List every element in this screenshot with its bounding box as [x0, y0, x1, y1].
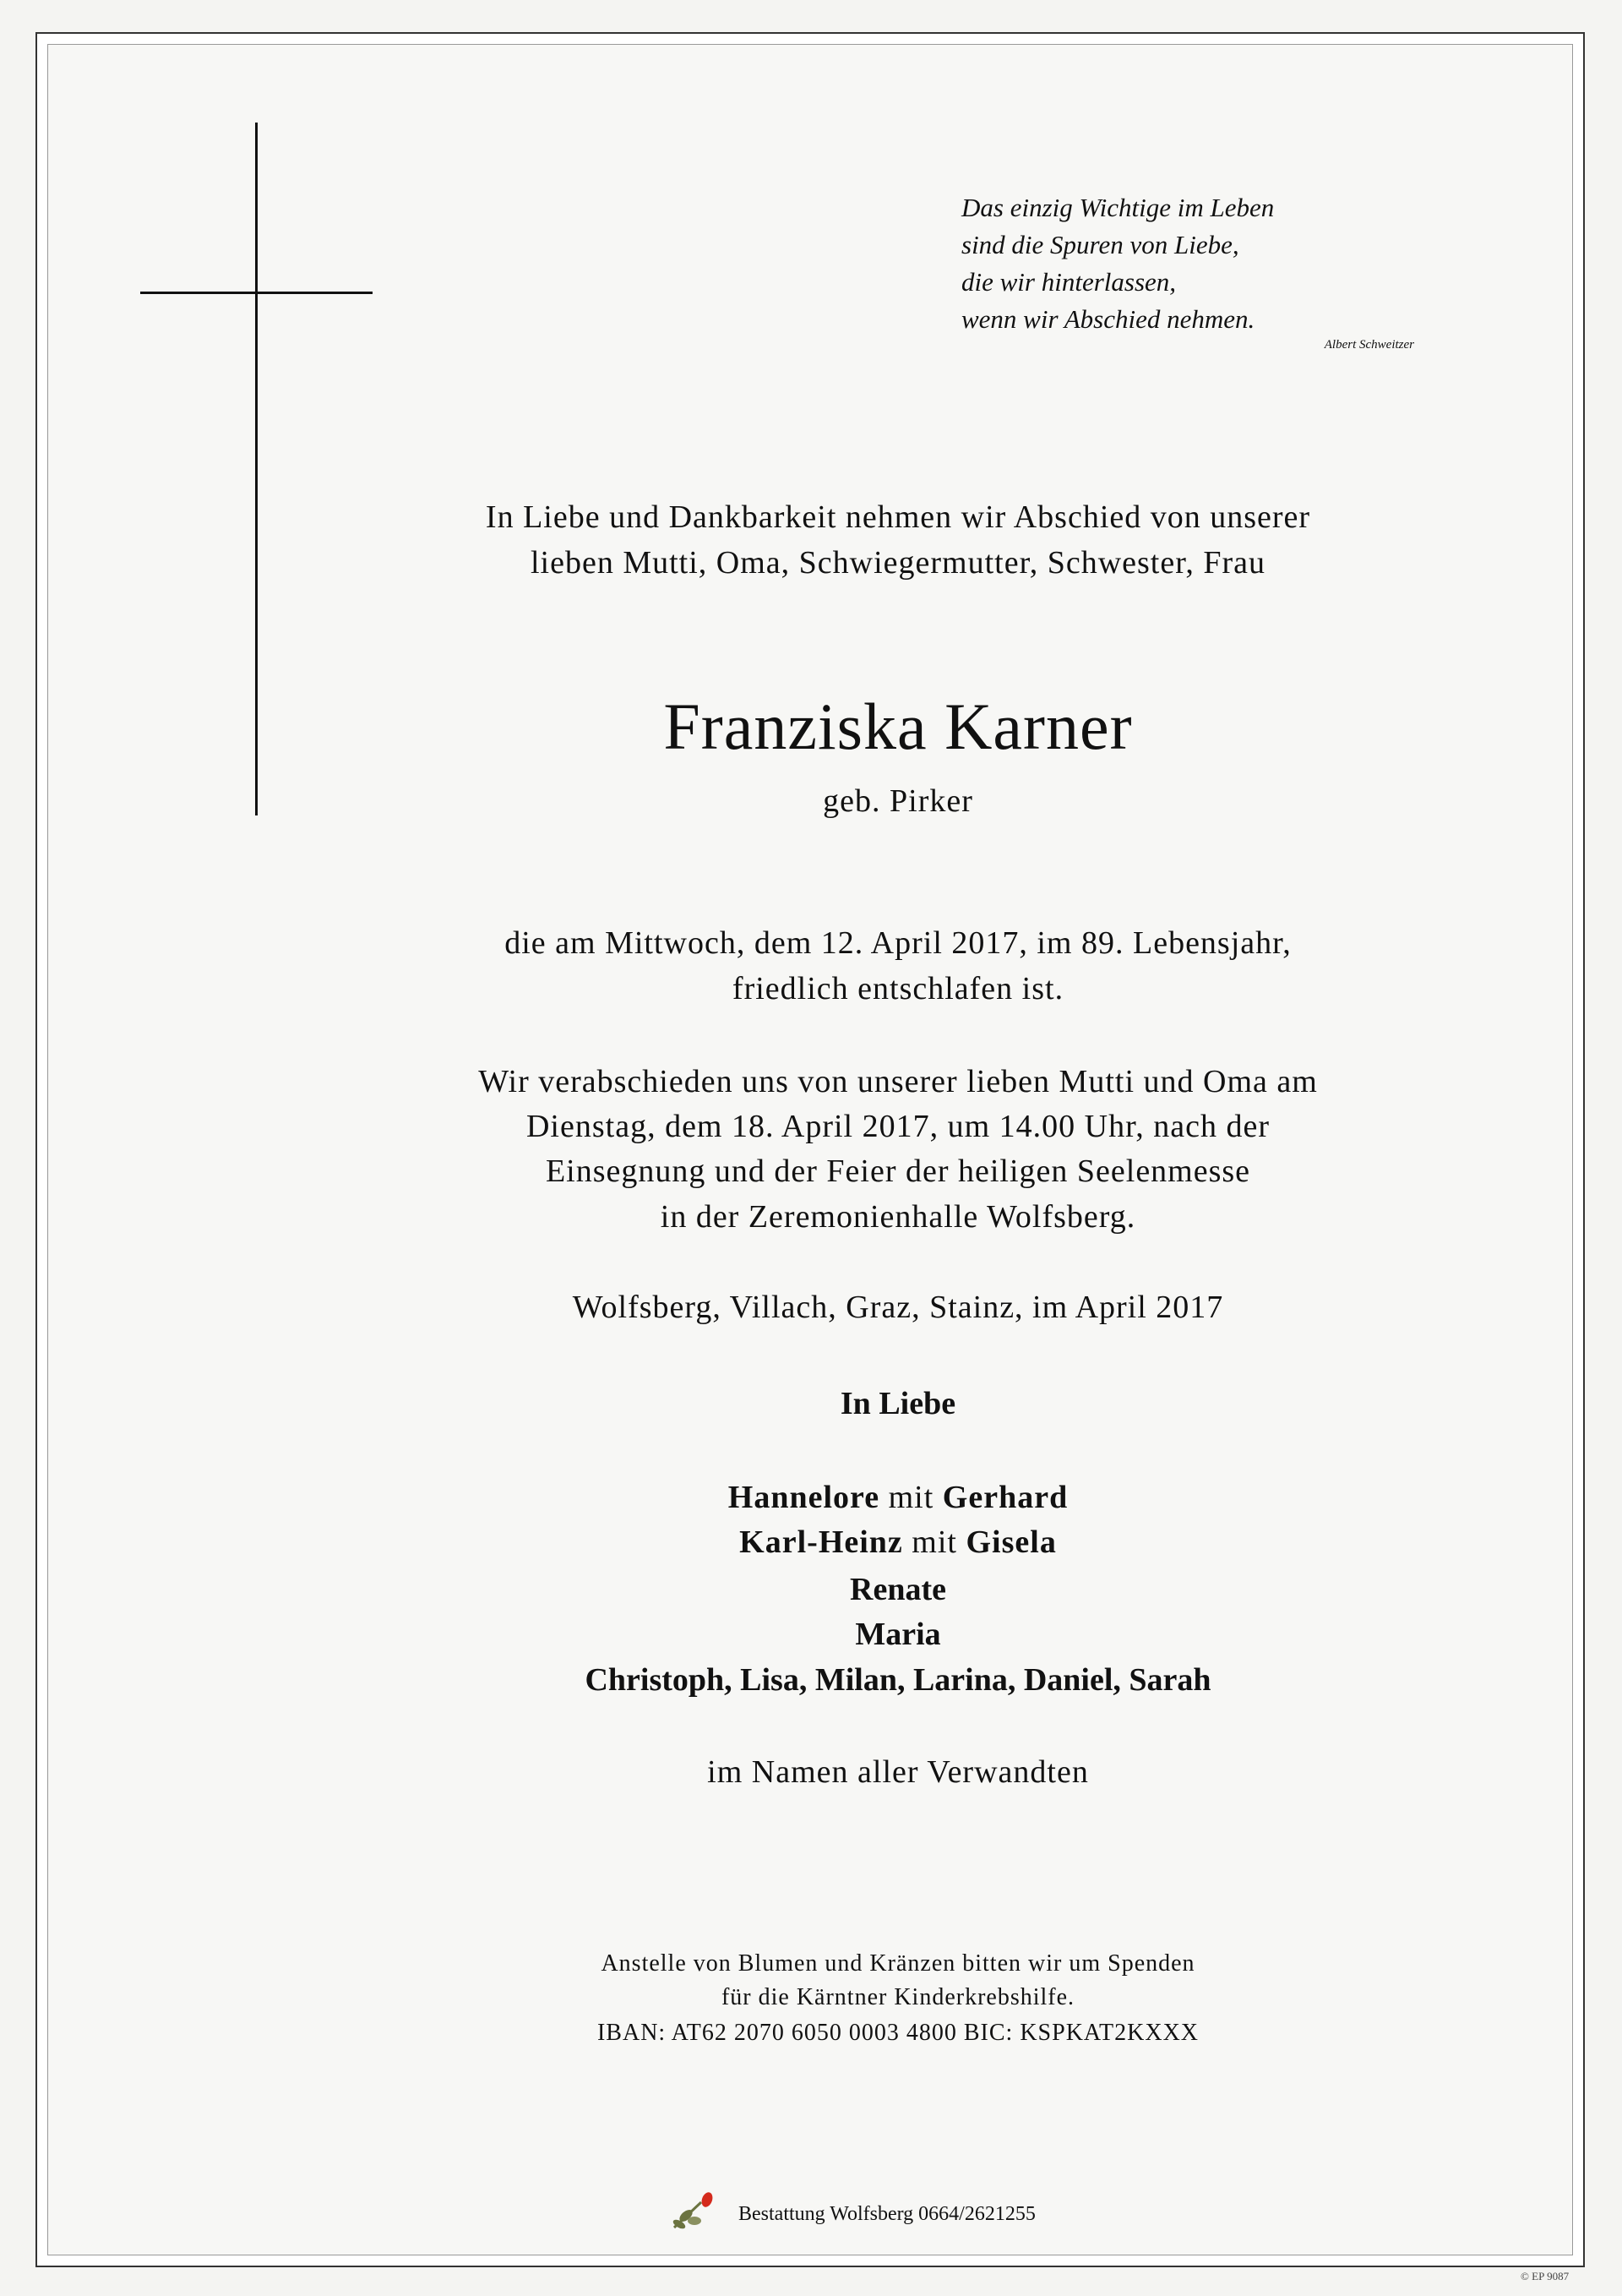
funeral-line: in der Zeremonienhalle Wolfsberg.	[660, 1199, 1136, 1235]
maiden-name: geb. Pirker	[823, 783, 973, 819]
quote-line: die wir hinterlassen,	[961, 267, 1177, 297]
mourner-connector: mit	[902, 1524, 966, 1560]
mourner-name: Hannelore	[727, 1480, 880, 1515]
mourner-line	[728, 1475, 1068, 1520]
mourner-name: Gerhard	[942, 1480, 1069, 1515]
funeral-line: Einsegnung und der Feier der heiligen Seelenmesse	[545, 1153, 1251, 1189]
relatives-line: im Namen aller Verwandten	[707, 1754, 1089, 1790]
intro-line: lieben Mutti, Oma, Schwiegermutter, Schwester, Frau	[530, 545, 1266, 581]
mourner-line	[739, 1519, 1057, 1565]
quote-line: Das einzig Wichtige im Leben	[961, 193, 1275, 222]
quote-line: wenn wir Abschied nehmen.	[961, 304, 1255, 334]
mourner-name: Gisela	[966, 1524, 1057, 1560]
place-date: Wolfsberg, Villach, Graz, Stainz, im April 2017	[572, 1290, 1224, 1325]
copyright: © EP 9087	[1521, 2270, 1570, 2282]
mourner-name: Renate	[850, 1572, 946, 1607]
deceased-name: Franziska Karner	[663, 690, 1133, 763]
death-line: die am Mittwoch, dem 12. April 2017, im 89. Lebensjahr,	[504, 925, 1292, 961]
cross-icon	[255, 123, 258, 815]
funeral-home: Bestattung Wolfsberg 0664/2621255	[738, 2203, 1036, 2225]
quote-author: Albert Schweitzer	[1324, 338, 1414, 352]
cross-icon-bar	[140, 292, 373, 294]
donation-iban: IBAN: AT62 2070 6050 0003 4800 BIC: KSPKAT2KXXX	[596, 2020, 1200, 2046]
mourner-name: Maria	[855, 1617, 941, 1652]
funeral-line: Wir verabschieden uns von unserer lieben Mutti und Oma am	[478, 1064, 1318, 1099]
intro-line: In Liebe und Dankbarkeit nehmen wir Abschied von unserer	[485, 499, 1311, 535]
quote-line: sind die Spuren von Liebe,	[961, 230, 1239, 259]
quote	[961, 189, 1274, 338]
donation-line: für die Kärntner Kinderkrebshilfe.	[721, 1984, 1075, 2010]
donation-line: Anstelle von Blumen und Kränzen bitten wir um Spenden	[601, 1950, 1195, 1977]
rose-icon	[667, 2190, 727, 2233]
mourner-name: Christoph, Lisa, Milan, Larina, Daniel, Sarah	[585, 1662, 1211, 1698]
funeral-line: Dienstag, dem 18. April 2017, um 14.00 Uhr, nach der	[525, 1109, 1271, 1144]
mourner-name: Karl-Heinz	[739, 1524, 903, 1560]
death-line: friedlich entschlafen ist.	[732, 971, 1064, 1006]
mourner-connector: mit	[879, 1480, 943, 1515]
in-love-heading: In Liebe	[840, 1386, 956, 1421]
